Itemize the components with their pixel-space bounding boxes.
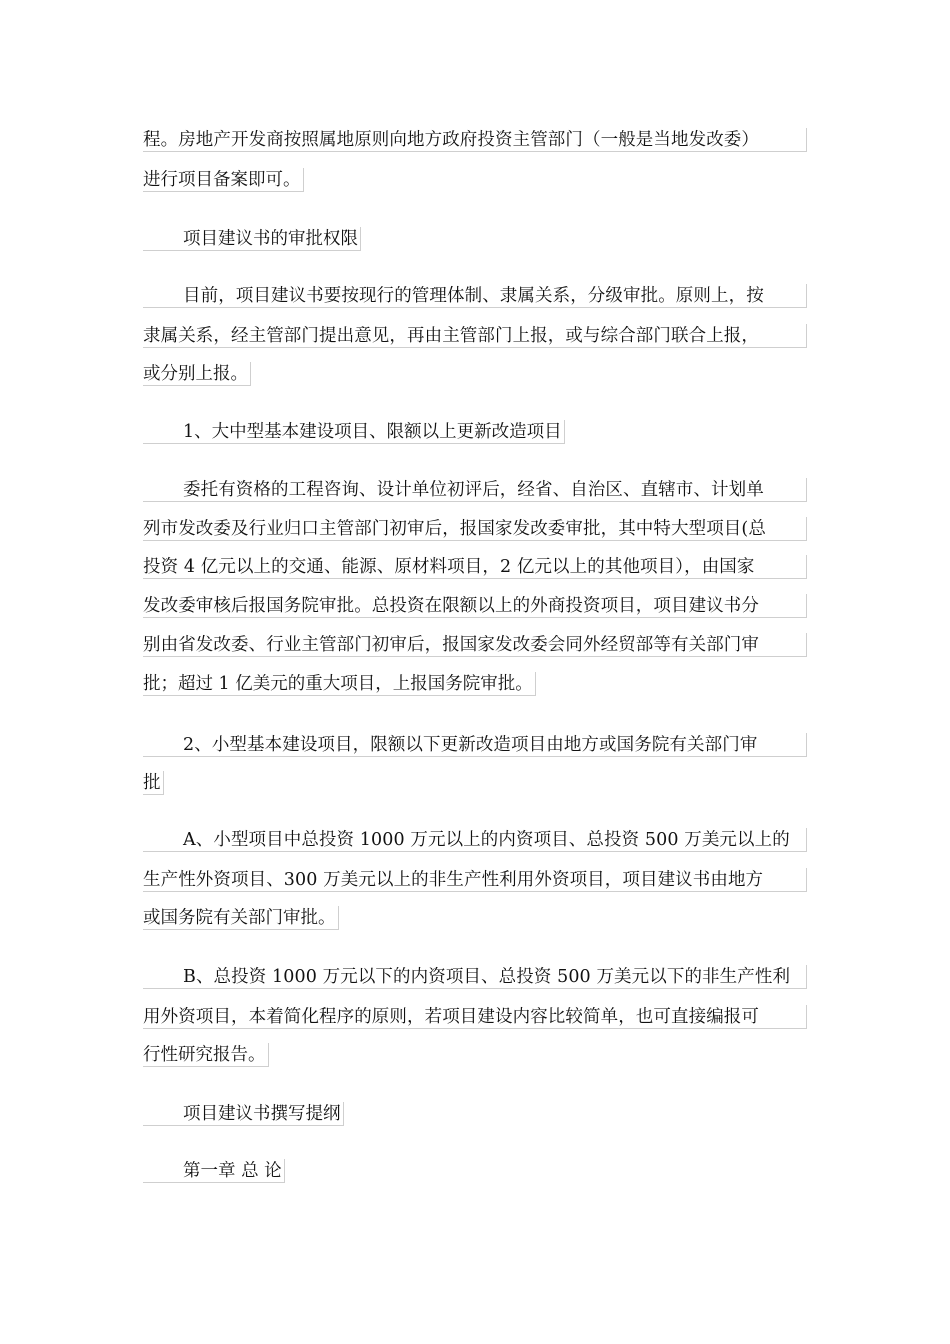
text-line: 目前，项目建议书要按现行的管理体制、隶属关系，分级审批。原则上，按: [143, 284, 807, 308]
heading-line: 第一章 总 论: [143, 1159, 285, 1183]
heading-line: 项目建议书的审批权限: [143, 227, 361, 251]
text-line: 或国务院有关部门审批。: [143, 906, 339, 930]
text-line: 别由省发改委、行业主管部门初审后，报国家发改委会同外经贸部等有关部门审: [143, 633, 807, 657]
heading-line: 2、小型基本建设项目，限额以下更新改造项目由地方或国务院有关部门审: [143, 733, 807, 757]
text-line: B、总投资 1000 万元以下的内资项目、总投资 500 万美元以下的非生产性利: [143, 965, 807, 989]
text-line: 列市发改委及行业归口主管部门初审后，报国家发改委审批，其中特大型项目(总: [143, 517, 807, 541]
text-line: 发改委审核后报国务院审批。总投资在限额以上的外商投资项目，项目建议书分: [143, 594, 807, 618]
text-line: 投资 4 亿元以上的交通、能源、原材料项目，2 亿元以上的其他项目），由国家: [143, 555, 807, 579]
text-line: 行性研究报告。: [143, 1043, 269, 1067]
heading-line: 项目建议书撰写提纲: [143, 1102, 344, 1126]
heading-line: 1、大中型基本建设项目、限额以上更新改造项目: [143, 420, 565, 444]
text-line: A、小型项目中总投资 1000 万元以上的内资项目、总投资 500 万美元以上的: [143, 828, 807, 852]
text-line: 批；超过 1 亿美元的重大项目，上报国务院审批。: [143, 672, 536, 696]
text-line: 生产性外资项目、300 万美元以上的非生产性利用外资项目，项目建议书由地方: [143, 868, 807, 892]
heading-line: 批: [143, 771, 164, 795]
text-line: 程。房地产开发商按照属地原则向地方政府投资主管部门（一般是当地发改委）: [143, 128, 807, 152]
text-line: 或分别上报。: [143, 362, 251, 386]
text-line: 进行项目备案即可。: [143, 168, 304, 192]
text-line: 用外资项目，本着简化程序的原则，若项目建设内容比较简单，也可直接编报可: [143, 1005, 807, 1029]
text-line: 隶属关系，经主管部门提出意见，再由主管部门上报，或与综合部门联合上报，: [143, 324, 807, 348]
text-line: 委托有资格的工程咨询、设计单位初评后，经省、自治区、直辖市、计划单: [143, 478, 807, 502]
